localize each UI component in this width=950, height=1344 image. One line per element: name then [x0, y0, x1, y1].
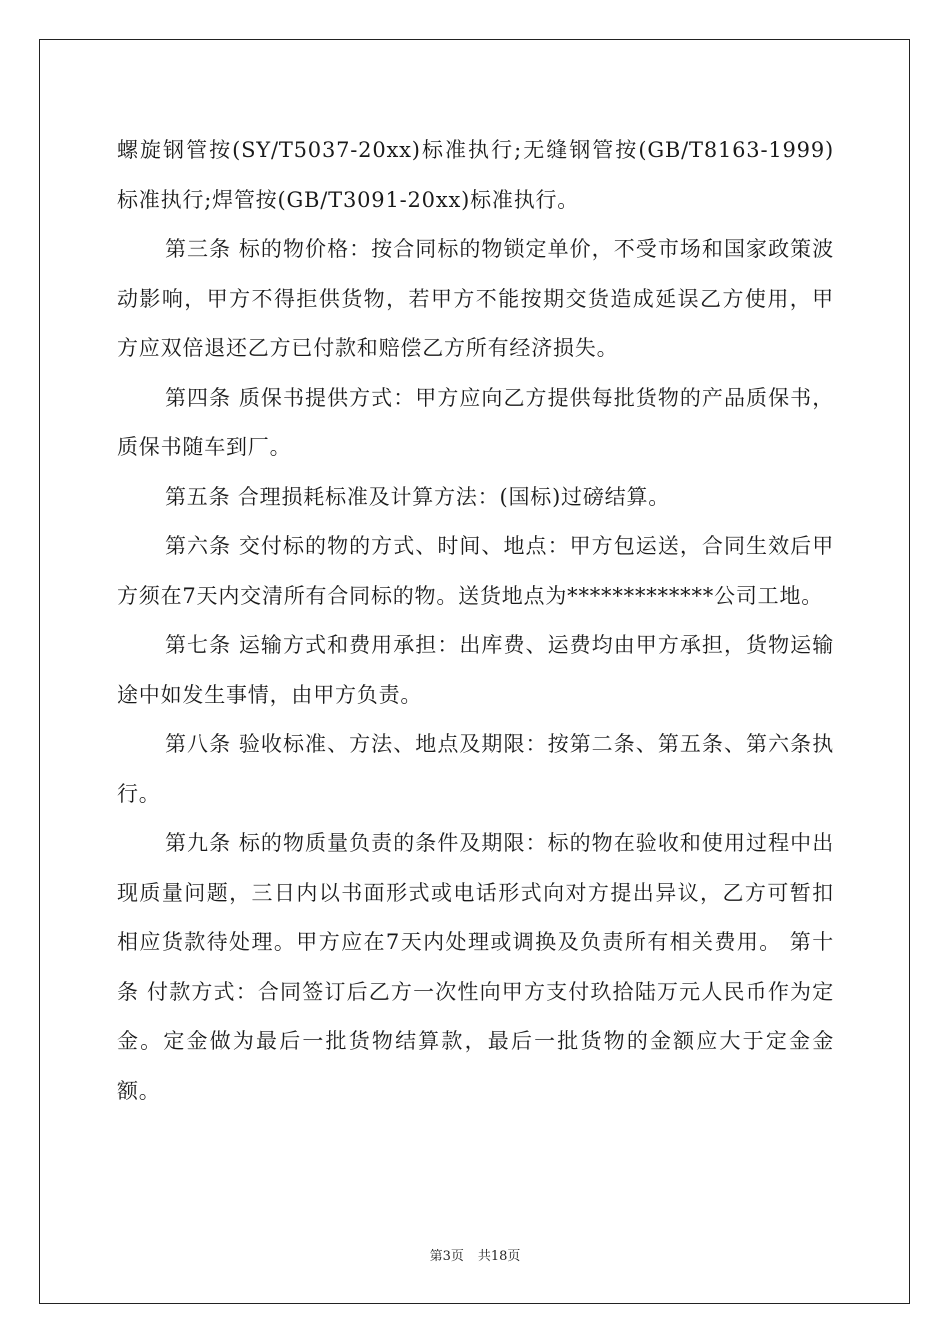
- document-body: [117, 126, 834, 1116]
- page-footer: [0, 1245, 950, 1264]
- paragraph-article-9-10: 第九条 标的物质量负责的条件及期限：标的物在验收和使用过程中出现质量问题，三日内以书面形式或电话形式向对方提出异议，乙方可暂扣相应货款待处理。甲方应在7天内处理或调换及负责所有相关费用。 第十条 付款方式：合同签订后乙方一次性向甲方支付玖拾陆万元人民币作为定金。定金做为最后一批货物结算款，最后一批货物的金额应大于定金金额。: [117, 831, 834, 1103]
- page-total: 共18页: [477, 1249, 521, 1264]
- paragraph-article-8: 第八条 验收标准、方法、地点及期限：按第二条、第五条、第六条执行。: [117, 732, 834, 806]
- page-number: 第3页: [429, 1249, 464, 1264]
- paragraph-standards: 螺旋钢管按(SY/T5037-20xx)标准执行;无缝钢管按(GB/T8163-1999)标准执行;焊管按(GB/T3091-20xx)标准执行。: [117, 138, 834, 212]
- paragraph-article-4: 第四条 质保书提供方式：甲方应向乙方提供每批货物的产品质保书，质保书随车到厂。: [117, 385, 834, 459]
- paragraph-article-3: 第三条 标的物价格：按合同标的物锁定单价，不受市场和国家政策波动影响，甲方不得拒供货物，若甲方不能按期交货造成延误乙方使用，甲方应双倍退还乙方已付款和赔偿乙方所有经济损失。: [117, 237, 834, 360]
- paragraph-article-5: 第五条 合理损耗标准及计算方法：(国标)过磅结算。: [165, 484, 671, 509]
- paragraph-article-7: 第七条 运输方式和费用承担：出库费、运费均由甲方承担，货物运输途中如发生事情，由甲方负责。: [117, 633, 834, 707]
- paragraph-article-6: 第六条 交付标的物的方式、时间、地点：甲方包运送，合同生效后甲方须在7天内交清所有合同标的物。送货地点为*************公司工地。: [117, 534, 834, 608]
